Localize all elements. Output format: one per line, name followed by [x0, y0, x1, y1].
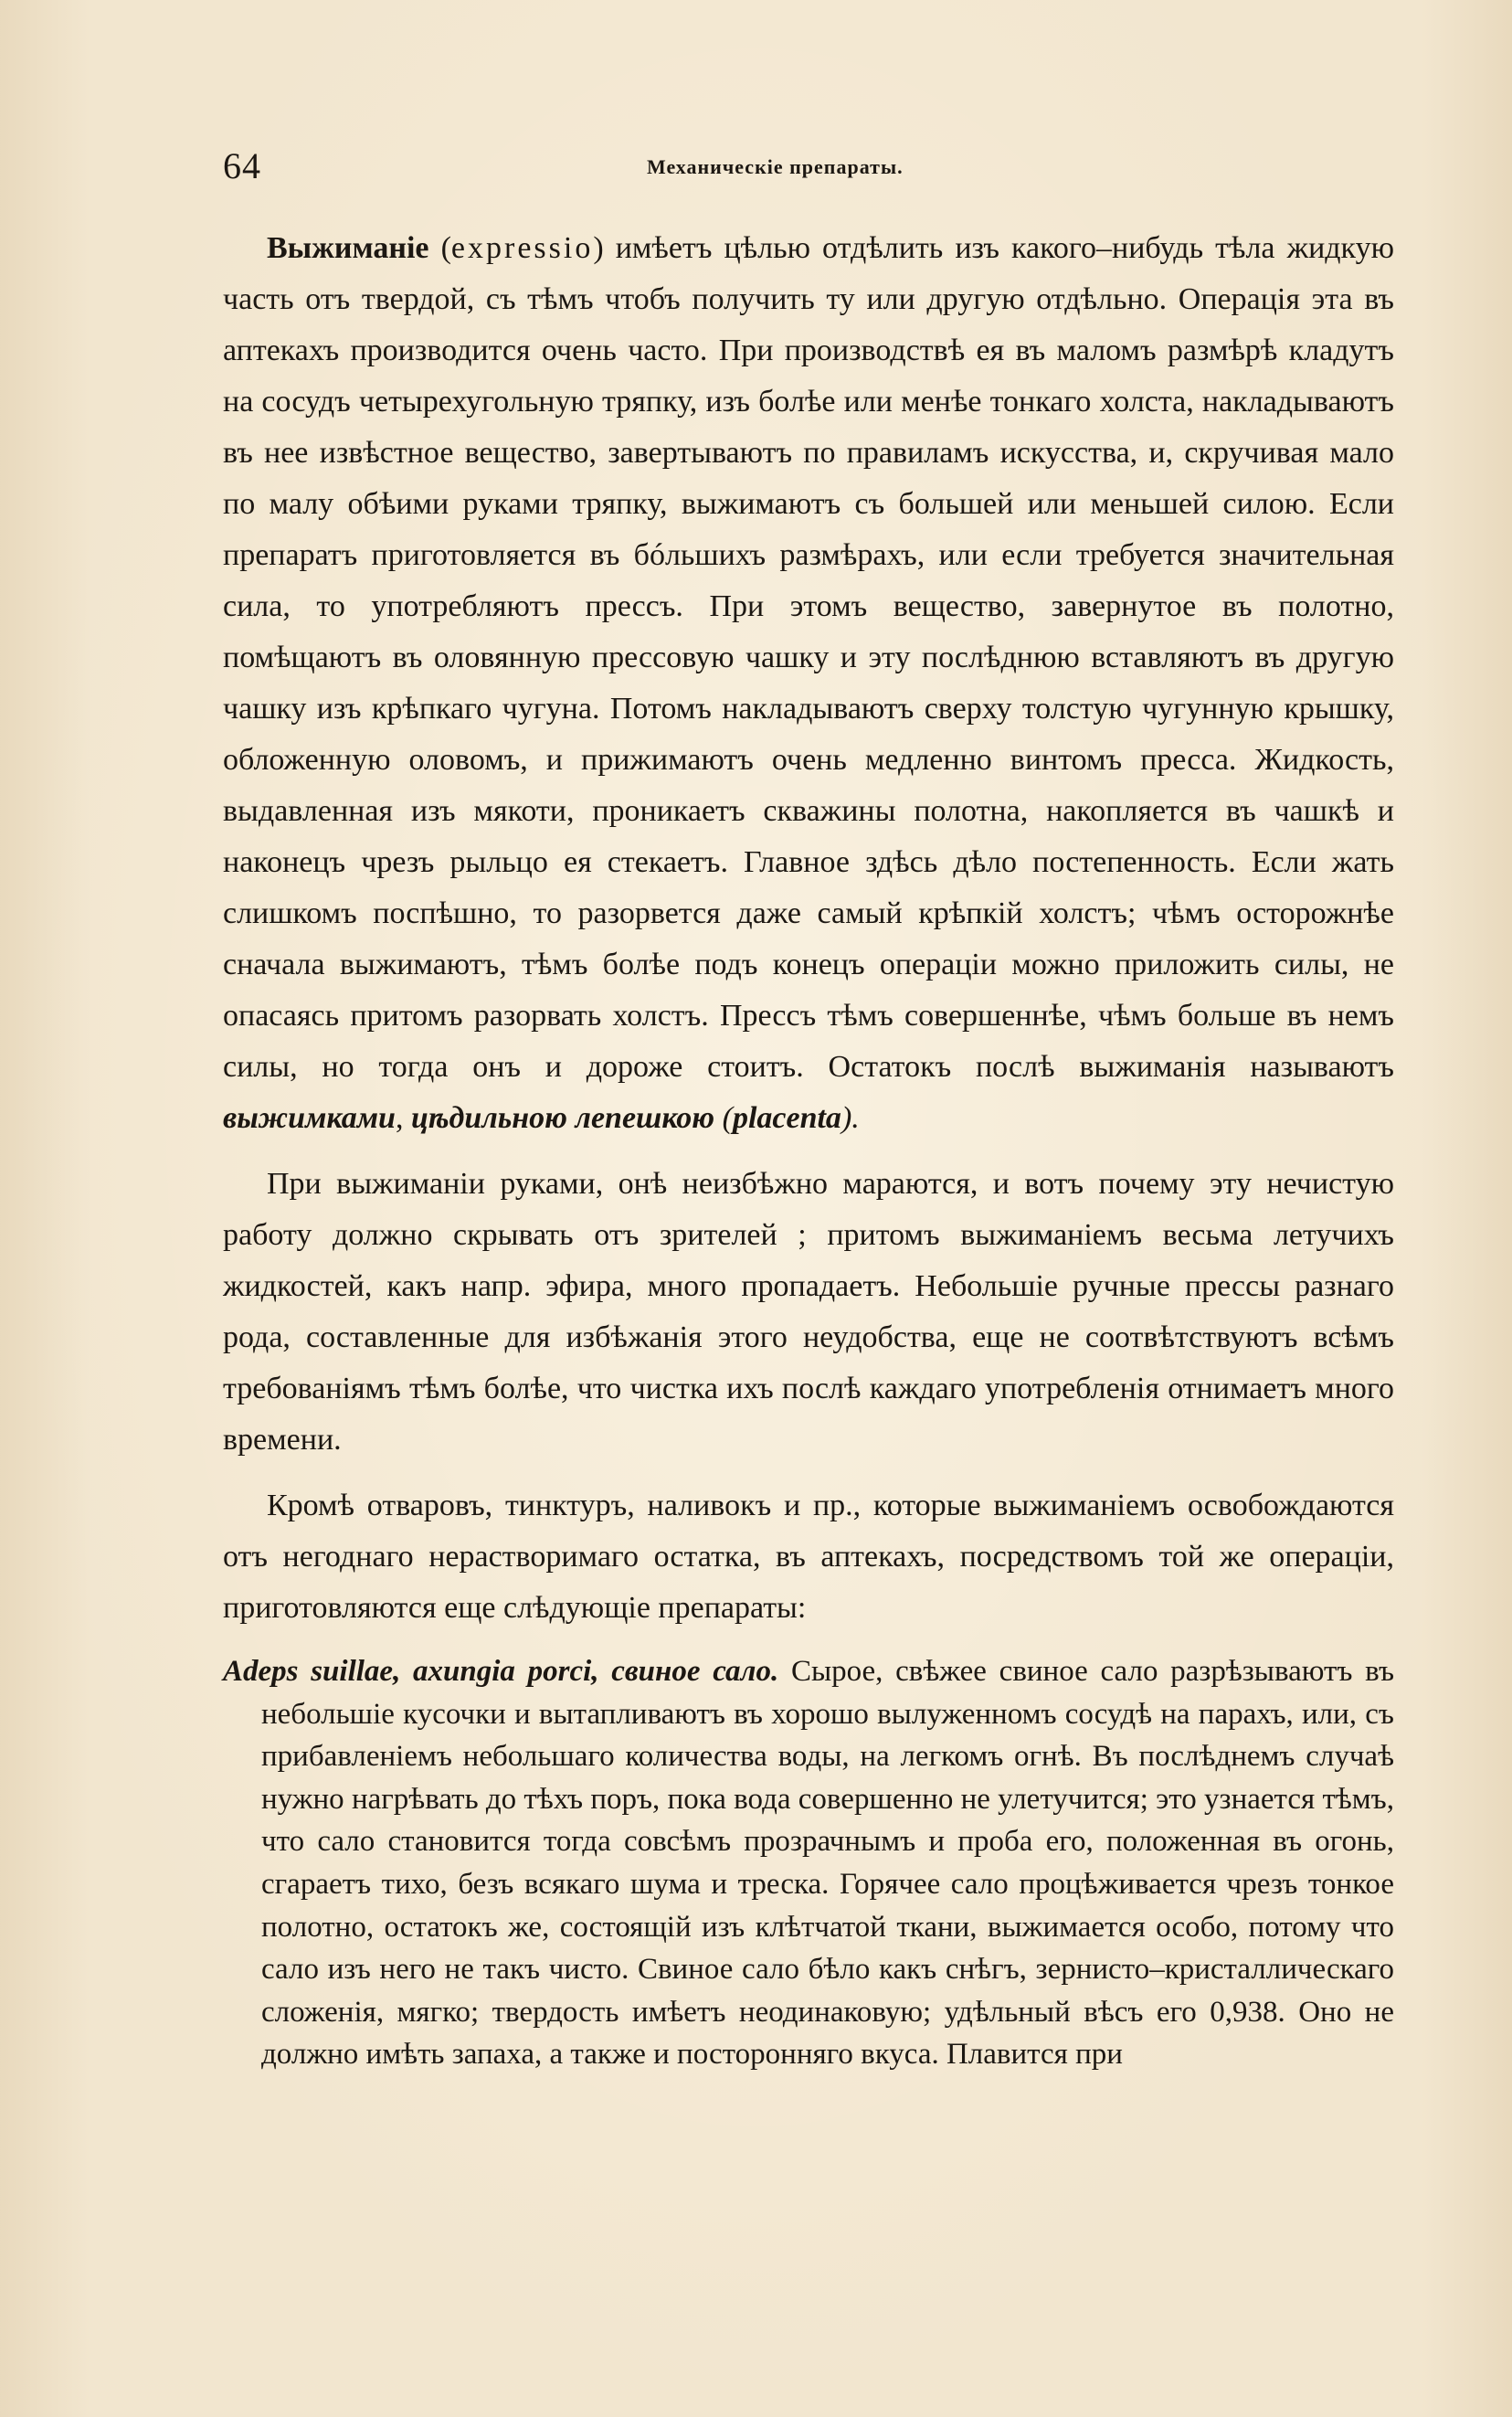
- latin-placenta: placenta: [732, 1101, 841, 1135]
- separator: ,: [395, 1101, 411, 1135]
- entry-latin-name: Adeps suillae, axungia porci,: [223, 1655, 599, 1688]
- entry-text: Сырое, свѣжее свиное сало разрѣзываютъ въ небольшіе кусочки и вытапливаютъ въ хорошо вылуженномъ сосудѣ на парахъ, или, съ прибавленіемъ небольшаго количества воды, на легкомъ огнѣ. Въ послѣднемъ случаѣ нужно нагрѣвать до тѣхъ поръ, пока вода совершенно не улетучится; это узнается тѣмъ, что сало становится тогда совсѣмъ прозрачнымъ и проба его, положенная въ огонь, сгараетъ тихо, безъ всякаго шума и треска. Горячее сало процѣживается чрезъ тонкое полотно, остатокъ же, состоящій изъ клѣтчатой ткани, выжимается особо, потому что сало изъ него не такъ чисто. Свиное сало бѣло какъ снѣгъ, зернисто–кристаллическаго сложенія, мягко; твердость имѣетъ неодинаковую; удѣльный вѣсъ его 0,938. Оно не должно имѣть запаха, а также и посторонняго вкуса. Плавится при: [261, 1655, 1395, 2072]
- paren-close: ).: [841, 1101, 860, 1135]
- entry-adeps-suillae: [223, 1650, 1394, 2076]
- paragraph-expression: [223, 223, 1394, 1144]
- paragraph-hand-pressing: При выжиманіи руками, онѣ неизбѣжно мараются, и вотъ почему эту нечистую работу должно скрывать отъ зрителей ; притомъ выжиманіемъ весьма летучихъ жидкостей, какъ напр. эфира, много пропадаетъ. Небольшіе ручные прессы разнаго рода, составленные для избѣжанія этого неудобства, еще не соотвѣтствуютъ всѣмъ требованіямъ тѣмъ болѣе, что чистка ихъ послѣ каждаго употребленія отнимаетъ много времени.: [223, 1167, 1394, 1457]
- latin-term: expressio: [450, 231, 594, 265]
- paren-open: (: [428, 231, 451, 265]
- page-number: 64: [223, 145, 261, 186]
- running-head: Механическіе препараты.: [647, 155, 904, 178]
- paragraph-preparations-intro: Кромѣ отваровъ, тинктуръ, наливокъ и пр., которые выжиманіемъ освобождаются отъ негоднаго нерастворимаго остатка, въ аптекахъ, посредствомъ той же операціи, приготовляются еще слѣдующіе препараты:: [223, 1489, 1394, 1625]
- term-vyzhimki: выжимками: [223, 1101, 396, 1135]
- page-header: [223, 144, 1401, 190]
- entry-russian-name: свиное сало.: [611, 1655, 779, 1688]
- term-lepeshka: цѣдильною лепешкою: [410, 1101, 715, 1135]
- term-vyzhimanie: Выжиманіе: [267, 231, 429, 265]
- paren-open-2: (: [714, 1101, 733, 1135]
- body-text: [223, 223, 1394, 2076]
- paragraph-text: ) имѣетъ цѣлью отдѣлить изъ какого–нибудь тѣла жидкую часть отъ твердой, съ тѣмъ чтобъ получить ту или другую отдѣльно. Операція эта въ аптекахъ производится очень часто. При производствѣ ея въ маломъ размѣрѣ кладутъ на сосудъ четырехугольную тряпку, изъ болѣе или менѣе тонкаго холста, накладываютъ въ нее извѣстное вещество, завертываютъ по правиламъ искусства, и, скручивая мало по малу обѣими руками тряпку, выжимаютъ съ большей или меньшей силою. Если препаратъ приготовляется въ бóльшихъ размѣрахъ, или если требуется значительная сила, то употребляютъ прессъ. При этомъ вещество, завернутое въ полотно, помѣщаютъ въ оловянную прессовую чашку и эту послѣднюю вставляютъ въ другую чашку изъ крѣпкаго чугуна. Потомъ накладываютъ сверху толстую чугунную крышку, обложенную оловомъ, и прижимаютъ очень медленно винтомъ пресса. Жидкость, выдавленная изъ мякоти, проникаетъ скважины полотна, накопляется въ чашкѣ и наконецъ чрезъ рыльцо ея стекаетъ. Главное здѣсь дѣло постепенность. Если жать слишкомъ поспѣшно, то разорвется даже самый крѣпкій холстъ; чѣмъ осторожнѣе сначала выжимаютъ, тѣмъ болѣе подъ конецъ операціи можно приложить силы, не опасаясь притомъ разорвать холстъ. Прессъ тѣмъ совершеннѣе, чѣмъ больше въ немъ силы, но тогда онъ и дороже стоитъ. Остатокъ послѣ выжиманія называютъ: [223, 231, 1394, 1084]
